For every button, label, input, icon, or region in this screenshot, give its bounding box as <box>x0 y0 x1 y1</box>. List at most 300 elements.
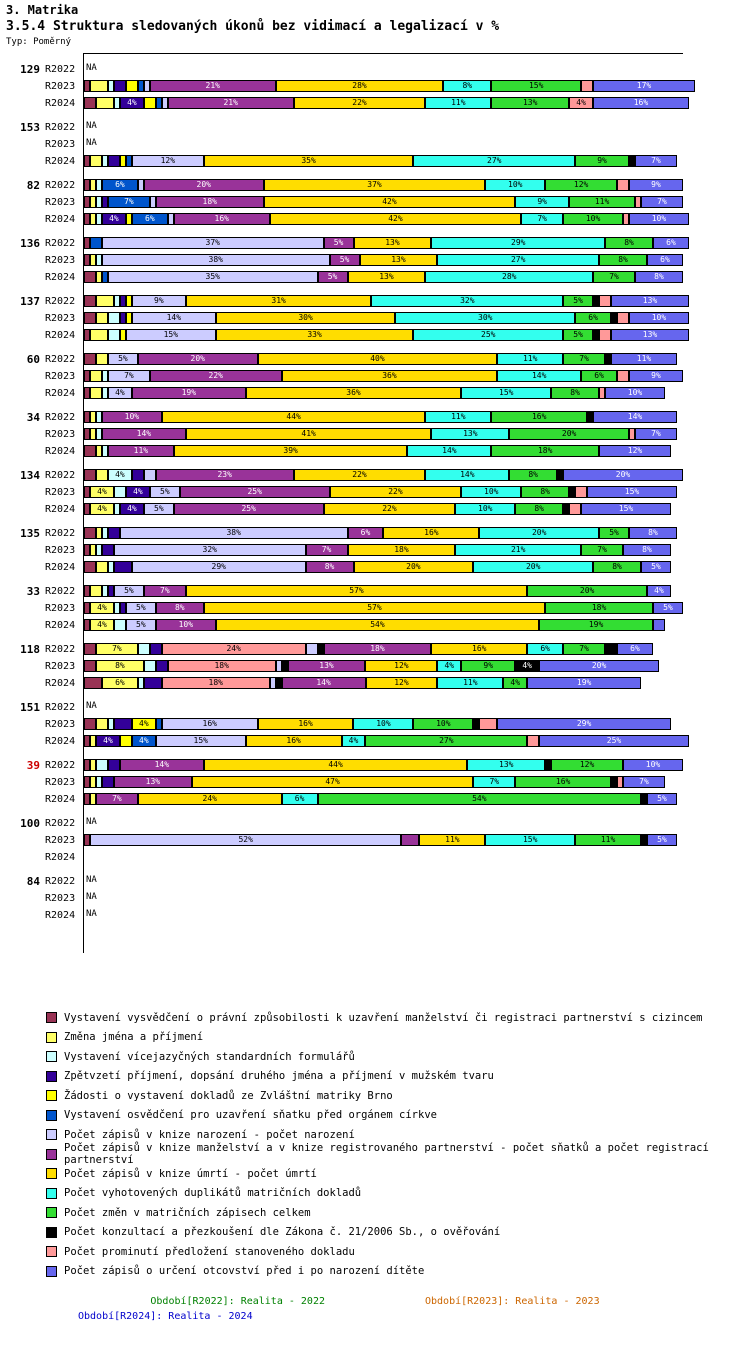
legend-label: Žádosti o vystavení dokladů ze Zvláštní matriky Brno <box>64 1089 393 1102</box>
legend-label: Počet zápisů v knize úmrtí - počet úmrtí <box>64 1167 317 1180</box>
bar-segment: 16% <box>491 411 587 423</box>
bar-segment <box>653 619 665 631</box>
period-label: R2024 <box>45 677 76 689</box>
bar-segment: 39% <box>174 445 408 457</box>
legend-swatch <box>46 1266 57 1277</box>
legend-swatch <box>46 1110 57 1121</box>
period-label: R2023 <box>45 370 76 382</box>
bar-segment: 7% <box>563 643 605 655</box>
bar-segment: 6% <box>647 254 683 266</box>
group-id-label: 136 <box>20 236 40 250</box>
bar-segment: 14% <box>593 411 677 423</box>
bar-segment: 27% <box>413 155 575 167</box>
bar-segment: 13% <box>491 97 569 109</box>
bar-segment <box>108 312 120 324</box>
bar-segment <box>96 759 108 771</box>
period-label: R2024 <box>45 97 76 109</box>
chart-row <box>0 368 750 384</box>
bar-segment <box>108 527 120 539</box>
bar-segment <box>102 776 114 788</box>
legend-label: Počet prominutí předložení stanoveného dokladu <box>64 1245 355 1258</box>
stacked-bar <box>84 503 683 515</box>
bar-segment: 20% <box>138 353 258 365</box>
period-label: R2024 <box>45 387 76 399</box>
group-id-label: 129 <box>20 62 40 76</box>
bar-segment <box>90 387 102 399</box>
bar-segment: 6% <box>282 793 318 805</box>
chart-row <box>0 194 750 210</box>
bar-segment <box>156 660 168 672</box>
chart-row <box>0 617 750 633</box>
bar-segment: 7% <box>593 271 635 283</box>
period-label: R2022 <box>45 411 76 423</box>
bar-segment: 10% <box>413 718 473 730</box>
stacked-bar <box>84 312 683 324</box>
bar-segment: 5% <box>126 619 156 631</box>
chart-row <box>0 890 750 906</box>
bar-segment: 11% <box>575 834 641 846</box>
bar-segment <box>96 353 108 365</box>
bar-segment <box>114 486 126 498</box>
legend-label: Počet zápisů v knize manželství a v knize registrovaného partnerství - počet sňatků a počet registrací partnerství <box>64 1142 709 1167</box>
bar-segment: 7% <box>473 776 515 788</box>
bar-segment: 20% <box>527 585 647 597</box>
bar-segment <box>306 643 318 655</box>
period-label: R2022 <box>45 643 76 655</box>
legend-item <box>46 1047 746 1067</box>
bar-segment: 4% <box>90 503 114 515</box>
period-label: R2022 <box>45 585 76 597</box>
bar-segment <box>90 80 108 92</box>
stacked-bar <box>84 80 683 92</box>
bar-segment: 22% <box>150 370 282 382</box>
bar-segment <box>84 527 96 539</box>
bar-segment: 8% <box>521 486 569 498</box>
bar-segment: 11% <box>425 97 491 109</box>
bar-segment: 16% <box>258 718 354 730</box>
bar-segment: 6% <box>527 643 563 655</box>
bar-segment: 6% <box>132 213 168 225</box>
bar-segment <box>96 312 108 324</box>
group-id-label: 135 <box>20 526 40 540</box>
bar-segment: 11% <box>437 677 503 689</box>
bar-segment: 4% <box>132 735 156 747</box>
period-label: R2022 <box>45 237 76 249</box>
chart-row <box>0 61 750 77</box>
chart-row <box>0 542 750 558</box>
chart-group <box>0 351 750 402</box>
chart-group <box>0 119 750 170</box>
chart-group <box>0 757 750 808</box>
bar-segment: 10% <box>563 213 623 225</box>
bar-segment: 22% <box>324 503 456 515</box>
bar-segment: 9% <box>132 295 186 307</box>
chart-group <box>0 235 750 286</box>
bar-segment: 10% <box>353 718 413 730</box>
stacked-bar <box>84 486 683 498</box>
bar-segment: 9% <box>575 155 629 167</box>
bar-segment: 35% <box>108 271 318 283</box>
bar-segment <box>114 718 132 730</box>
bar-segment <box>617 179 629 191</box>
na-marker: NA <box>86 138 97 148</box>
period-label: R2024 <box>45 329 76 341</box>
stacked-bar <box>84 735 683 747</box>
bar-segment: 11% <box>569 196 635 208</box>
bar-segment: 15% <box>581 503 671 515</box>
chart-row <box>0 78 750 94</box>
bar-segment <box>84 312 96 324</box>
legend-swatch <box>46 1012 57 1023</box>
na-marker: NA <box>86 909 97 919</box>
period-label: R2024 <box>45 851 76 863</box>
group-id-label: 34 <box>26 410 40 424</box>
period-label: R2022 <box>45 875 76 887</box>
bar-segment: 4% <box>342 735 366 747</box>
page-title: 3.5.4 Struktura sledovaných úkonů bez vidimací a legalizací v % <box>6 19 500 34</box>
bar-segment: 57% <box>204 602 545 614</box>
bar-segment: 5% <box>126 602 156 614</box>
bar-segment: 14% <box>102 428 186 440</box>
bar-segment <box>144 677 162 689</box>
chart-row <box>0 525 750 541</box>
period-label: R2023 <box>45 544 76 556</box>
bar-segment: 12% <box>365 660 437 672</box>
chart-row <box>0 583 750 599</box>
bar-segment: 18% <box>168 660 276 672</box>
bar-segment: 52% <box>90 834 401 846</box>
bar-segment <box>150 643 162 655</box>
chart-row <box>0 211 750 227</box>
group-id-label: 33 <box>26 584 40 598</box>
stacked-bar <box>84 544 683 556</box>
period-label: R2023 <box>45 602 76 614</box>
bar-segment <box>401 834 419 846</box>
stacked-bar <box>84 213 683 225</box>
stacked-bar <box>84 295 683 307</box>
bar-segment: 10% <box>461 486 521 498</box>
period-label: R2024 <box>45 213 76 225</box>
bar-segment: 8% <box>306 561 354 573</box>
chart-row <box>0 733 750 749</box>
bar-segment: 6% <box>581 370 617 382</box>
bar-segment: 14% <box>132 312 216 324</box>
bar-segment: 27% <box>437 254 599 266</box>
bar-segment: 15% <box>156 735 246 747</box>
bar-segment: 16% <box>162 718 258 730</box>
chart-row <box>0 119 750 135</box>
bar-segment: 22% <box>330 486 462 498</box>
bar-segment: 40% <box>258 353 498 365</box>
bar-segment: 13% <box>348 271 426 283</box>
chart-row <box>0 501 750 517</box>
bar-segment <box>120 735 132 747</box>
bar-segment: 4% <box>437 660 461 672</box>
legend-swatch <box>46 1188 57 1199</box>
chart-row <box>0 484 750 500</box>
legend-label: Počet vyhotovených duplikátů matričních dokladů <box>64 1187 362 1200</box>
bar-segment: 8% <box>605 237 653 249</box>
bar-segment: 29% <box>132 561 306 573</box>
bar-segment: 18% <box>491 445 599 457</box>
period-label: R2024 <box>45 445 76 457</box>
bar-segment: 7% <box>641 196 683 208</box>
stacked-bar <box>84 527 683 539</box>
bar-segment: 4% <box>90 602 114 614</box>
stacked-bar <box>84 677 683 689</box>
bar-segment: 10% <box>102 411 162 423</box>
bar-segment: 5% <box>563 329 593 341</box>
bar-segment <box>84 660 96 672</box>
chart-row <box>0 791 750 807</box>
chart-type-label: Typ: Poměrný <box>6 37 72 47</box>
chart-row <box>0 409 750 425</box>
bar-segment: 13% <box>114 776 192 788</box>
chart-group <box>0 525 750 576</box>
stacked-bar <box>84 469 683 481</box>
bar-segment: 13% <box>360 254 438 266</box>
bar-segment: 22% <box>294 97 426 109</box>
bar-segment <box>114 619 126 631</box>
legend-item <box>46 1086 746 1106</box>
bar-segment: 7% <box>96 793 138 805</box>
bar-segment <box>84 445 96 457</box>
bar-segment: 21% <box>168 97 294 109</box>
bar-segment <box>599 329 611 341</box>
chart-row <box>0 600 750 616</box>
bar-segment: 16% <box>383 527 479 539</box>
period-label: R2022 <box>45 353 76 365</box>
bar-segment: 11% <box>108 445 174 457</box>
bar-segment <box>84 97 96 109</box>
period-label: R2024 <box>45 155 76 167</box>
bar-segment: 7% <box>108 370 150 382</box>
group-id-label: 153 <box>20 120 40 134</box>
group-id-label: 151 <box>20 700 40 714</box>
period-label: R2023 <box>45 312 76 324</box>
legend-item <box>46 1164 746 1184</box>
bar-segment: 7% <box>521 213 563 225</box>
bar-segment: 37% <box>264 179 486 191</box>
bar-segment: 13% <box>354 237 432 249</box>
stacked-bar <box>84 411 683 423</box>
bar-segment <box>84 643 96 655</box>
group-id-label: 84 <box>26 874 40 888</box>
bar-segment: 6% <box>102 179 138 191</box>
bar-segment: 7% <box>96 643 138 655</box>
chart-row <box>0 559 750 575</box>
bar-segment: 12% <box>599 445 671 457</box>
chart-row <box>0 641 750 657</box>
bar-segment: 22% <box>294 469 426 481</box>
chart-group <box>0 641 750 692</box>
period-2022-note: Období[R2022]: Realita - 2022 <box>150 1296 325 1307</box>
bar-segment: 14% <box>497 370 581 382</box>
period-label: R2022 <box>45 701 76 713</box>
bar-segment: 38% <box>120 527 348 539</box>
legend-swatch <box>46 1227 57 1238</box>
legend-label: Počet zápisů o určení otcovství před i po narození dítěte <box>64 1265 425 1278</box>
stacked-bar <box>84 387 683 399</box>
stacked-bar <box>84 254 683 266</box>
chart-row <box>0 907 750 923</box>
bar-segment: 9% <box>461 660 515 672</box>
bar-segment: 41% <box>186 428 432 440</box>
bar-segment <box>90 585 102 597</box>
group-id-label: 100 <box>20 816 40 830</box>
stacked-bar-chart <box>0 53 750 953</box>
bar-segment: 12% <box>132 155 204 167</box>
stacked-bar <box>84 660 683 672</box>
period-label: R2023 <box>45 892 76 904</box>
bar-segment: 8% <box>593 561 641 573</box>
bar-segment: 13% <box>611 295 689 307</box>
stacked-bar <box>84 643 683 655</box>
bar-segment <box>126 80 138 92</box>
bar-segment <box>132 469 144 481</box>
bar-segment: 5% <box>108 353 138 365</box>
bar-segment: 18% <box>545 602 653 614</box>
bar-segment: 15% <box>126 329 216 341</box>
chart-group <box>0 409 750 460</box>
legend-swatch <box>46 1090 57 1101</box>
bar-segment <box>144 660 156 672</box>
chart-group <box>0 583 750 634</box>
legend-label: Vystavení vícejazyčných standardních formulářů <box>64 1050 355 1063</box>
na-marker: NA <box>86 817 97 827</box>
chart-row <box>0 327 750 343</box>
legend-swatch <box>46 1149 57 1160</box>
bar-segment: 4% <box>515 660 539 672</box>
bar-segment <box>144 469 156 481</box>
bar-segment: 24% <box>138 793 282 805</box>
legend-swatch <box>46 1051 57 1062</box>
bar-segment <box>96 718 108 730</box>
bar-segment: 4% <box>90 486 114 498</box>
bar-segment <box>90 155 102 167</box>
bar-segment <box>108 759 120 771</box>
bar-segment: 7% <box>108 196 150 208</box>
stacked-bar <box>84 759 683 771</box>
report-section-title: 3. Matrika <box>6 3 79 17</box>
bar-segment <box>479 718 497 730</box>
bar-segment: 11% <box>611 353 677 365</box>
bar-segment: 5% <box>150 486 180 498</box>
legend-swatch <box>46 1207 57 1218</box>
period-label: R2023 <box>45 486 76 498</box>
stacked-bar <box>84 793 683 805</box>
chart-row <box>0 235 750 251</box>
chart-row <box>0 310 750 326</box>
stacked-bar <box>84 329 683 341</box>
bar-segment <box>144 97 156 109</box>
bar-segment: 42% <box>270 213 522 225</box>
bar-segment: 14% <box>407 445 491 457</box>
bar-segment: 13% <box>611 329 689 341</box>
na-marker: NA <box>86 701 97 711</box>
bar-segment: 54% <box>318 793 641 805</box>
period-label: R2024 <box>45 793 76 805</box>
bar-segment: 9% <box>515 196 569 208</box>
bar-segment: 14% <box>425 469 509 481</box>
legend-item <box>46 1106 746 1126</box>
period-label: R2023 <box>45 196 76 208</box>
na-marker: NA <box>86 875 97 885</box>
chart-row <box>0 136 750 152</box>
stacked-bar <box>84 602 683 614</box>
period-label: R2024 <box>45 619 76 631</box>
period-label: R2023 <box>45 428 76 440</box>
bar-segment: 4% <box>120 97 144 109</box>
period-label: R2022 <box>45 759 76 771</box>
bar-segment: 4% <box>132 718 156 730</box>
bar-segment: 16% <box>515 776 611 788</box>
bar-segment: 12% <box>366 677 438 689</box>
period-label: R2023 <box>45 834 76 846</box>
group-id-label: 137 <box>20 294 40 308</box>
bar-segment <box>575 486 587 498</box>
bar-segment: 10% <box>629 312 689 324</box>
bar-segment: 5% <box>324 237 354 249</box>
group-id-label: 39 <box>26 758 40 772</box>
legend-swatch <box>46 1246 57 1257</box>
bar-segment: 44% <box>162 411 426 423</box>
legend-item <box>46 1184 746 1204</box>
period-label: R2023 <box>45 80 76 92</box>
bar-segment <box>96 295 114 307</box>
bar-segment: 7% <box>144 585 186 597</box>
chart-row <box>0 269 750 285</box>
bar-segment: 14% <box>282 677 366 689</box>
bar-segment: 15% <box>485 834 575 846</box>
bar-segment: 8% <box>515 503 563 515</box>
chart-legend <box>46 1008 746 1281</box>
bar-segment <box>527 735 539 747</box>
bar-segment: 11% <box>425 411 491 423</box>
stacked-bar <box>84 97 683 109</box>
chart-group <box>0 177 750 228</box>
bar-segment: 20% <box>473 561 593 573</box>
period-label: R2024 <box>45 271 76 283</box>
bar-segment: 37% <box>102 237 324 249</box>
legend-item <box>46 1067 746 1087</box>
bar-segment: 33% <box>216 329 414 341</box>
bar-segment: 36% <box>246 387 462 399</box>
bar-segment: 28% <box>425 271 593 283</box>
legend-label: Počet konzultací a přezkoušení dle Zákona č. 21/2006 Sb., o ověřování <box>64 1226 501 1239</box>
stacked-bar <box>84 834 683 846</box>
period-2023-note: Období[R2023]: Realita - 2023 <box>425 1296 600 1307</box>
bar-segment: 32% <box>114 544 306 556</box>
bar-segment: 5% <box>318 271 348 283</box>
chart-row <box>0 699 750 715</box>
bar-segment: 54% <box>216 619 539 631</box>
bar-segment: 4% <box>108 469 132 481</box>
stacked-bar <box>84 445 683 457</box>
group-id-label: 134 <box>20 468 40 482</box>
na-marker: NA <box>86 63 97 73</box>
bar-segment: 7% <box>623 776 665 788</box>
bar-segment: 24% <box>162 643 306 655</box>
stacked-bar <box>84 155 683 167</box>
bar-segment: 25% <box>180 486 330 498</box>
bar-segment: 7% <box>306 544 348 556</box>
stacked-bar <box>84 179 683 191</box>
group-id-label: 82 <box>26 178 40 192</box>
bar-segment: 6% <box>653 237 689 249</box>
bar-segment: 4% <box>90 619 114 631</box>
bar-segment: 4% <box>126 486 150 498</box>
